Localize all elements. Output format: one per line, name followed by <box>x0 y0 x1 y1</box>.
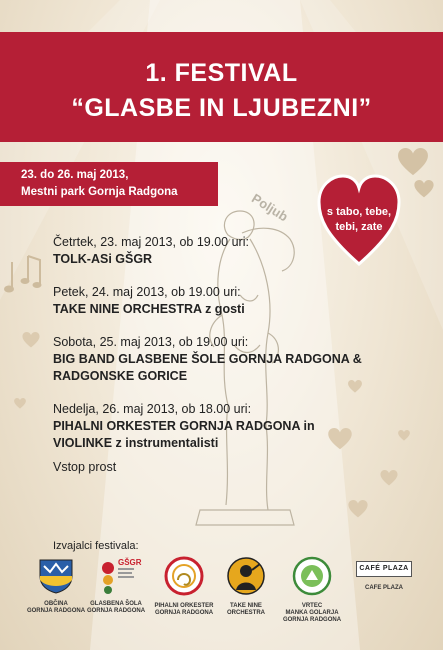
festival-subtitle: “GLASBE IN LJUBEZNI” <box>71 94 372 122</box>
logo-caption: CAFE PLAZA <box>365 585 403 591</box>
music-school-icon <box>94 556 142 594</box>
logo-caption: TAKE NINE ORCHESTRA <box>226 603 265 616</box>
heart-icon <box>380 470 398 486</box>
heart-icon <box>14 398 26 409</box>
program-list <box>53 234 362 468</box>
heart-icon <box>398 148 428 176</box>
music-notes-icon <box>4 252 44 302</box>
heart-icon <box>348 500 368 518</box>
program-date: Petek, 24. maj 2013, ob 19.00 uri: <box>53 285 241 299</box>
statue-label: Poljub <box>249 190 291 225</box>
logo-caption: GLASBENA ŠOLA GORNJA RADGONA <box>86 601 146 614</box>
wind-orchestra-icon <box>164 556 204 596</box>
take-nine-icon <box>226 556 266 596</box>
program-performer: TOLK-ASi GŠGR <box>53 252 153 266</box>
program-date: Četrtek, 23. maj 2013, ob 19.00 uri: <box>53 235 249 249</box>
svg-text:GŠGR: GŠGR <box>118 558 142 567</box>
heart-icon <box>414 180 434 198</box>
date-place-band <box>0 162 218 206</box>
logo-vrtec <box>274 556 350 624</box>
heart-text-line1: s tabo, tebe, <box>326 206 392 218</box>
place-text: Mestni park Gornja Radgona <box>21 186 178 198</box>
cafe-plaza-icon: CAFÉ PLAZA <box>356 561 412 577</box>
date-text: 23. do 26. maj 2013, <box>21 169 129 181</box>
free-entry-text: Vstop prost <box>53 460 117 474</box>
logo-cafe-plaza <box>346 556 422 592</box>
kindergarten-icon <box>292 556 332 596</box>
program-performer: BIG BAND GLASBENE ŠOLE GORNJA RADGONA & <box>53 352 362 366</box>
logo-caption: PIHALNI ORKESTER GORNJA RADGONA <box>154 603 214 616</box>
heart-text-line2: tebi, zate <box>335 221 383 233</box>
logo-caption: VRTEC MANKA GOLARJA GORNJA RADGONA <box>282 603 342 623</box>
program-item <box>53 284 362 318</box>
program-item <box>53 334 362 385</box>
logo-caption: OBČINA GORNJA RADGONA <box>26 601 86 614</box>
logo-row <box>0 556 443 650</box>
performers-label: Izvajalci festivala: <box>53 540 139 552</box>
program-performer: VIOLINKE z instrumentalisti <box>53 436 219 450</box>
program-date: Nedelja, 26. maj 2013, ob 18.00 uri: <box>53 402 252 416</box>
festival-title: 1. FESTIVAL <box>145 59 298 87</box>
logo-take-nine <box>208 556 284 617</box>
program-performer: RADGONSKE GORICE <box>53 369 188 383</box>
heart-icon <box>22 332 40 348</box>
program-item <box>53 401 362 452</box>
program-performer: TAKE NINE ORCHESTRA z gosti <box>53 302 245 316</box>
program-date: Sobota, 25. maj 2013, ob 19.00 uri: <box>53 335 249 349</box>
heart-icon <box>398 430 410 441</box>
logo-glasbena-sola <box>78 556 154 615</box>
title-band <box>0 32 443 142</box>
program-item <box>53 234 362 268</box>
municipality-crest-icon <box>36 556 76 594</box>
program-performer: PIHALNI ORKESTER GORNJA RADGONA in <box>53 419 315 433</box>
